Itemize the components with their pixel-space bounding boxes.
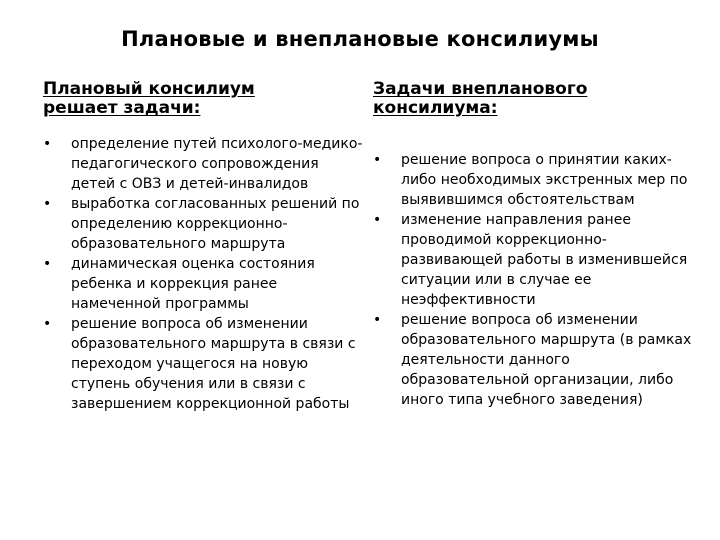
bullet-icon: • [43,196,52,212]
unplanned-council-column [373,80,693,410]
list-item-text: выработка согласованных решений по определению коррекционно-образовательного маршрута [71,196,360,252]
list-item [43,194,363,254]
planned-council-heading-line2: решает задачи: [43,98,201,118]
bullet-icon: • [43,136,52,152]
list-item-text: изменение направления ранее проводимой коррекционно-развивающей работы в изменившейся ситуации или в случае ее неэффективности [401,212,688,308]
bullet-icon: • [373,312,382,328]
planned-council-column [43,80,363,414]
list-item-text: решение вопроса об изменении образовательного маршрута в связи с переходом учащегося на новую ступень обучения или в связи с завершением коррекционной работы [71,316,356,412]
list-item [373,310,693,410]
list-item [43,254,363,314]
list-item [373,150,693,210]
planned-council-task-list [43,134,363,414]
list-item [373,210,693,310]
bullet-icon: • [43,316,52,332]
list-item-text: решение вопроса о принятии каких-либо необходимых экстренных мер по выявившимся обстоятельствам [401,152,688,208]
planned-council-heading [43,80,363,118]
list-item [43,314,363,414]
bullet-icon: • [373,212,382,228]
planned-council-heading-line1: Плановый консилиум [43,79,255,99]
bullet-icon: • [373,152,382,168]
bullet-icon: • [43,256,52,272]
list-item-text: определение путей психолого-медико-педагогического сопровождения детей с ОВЗ и детей-инвалидов [71,136,363,192]
list-item-text: решение вопроса об изменении образовательного маршрута (в рамках деятельности данного образовательной организации, либо иного типа учебного заведения) [401,312,692,408]
unplanned-council-heading-line2: консилиума: [373,98,498,118]
unplanned-council-heading-line1: Задачи внепланового [373,79,588,99]
list-item [43,134,363,194]
slide-title: Плановые и внеплановые консилиумы [121,27,599,51]
unplanned-council-task-list [373,150,693,410]
list-item-text: динамическая оценка состояния ребенка и коррекция ранее намеченной программы [71,256,315,312]
unplanned-council-heading [373,80,693,118]
